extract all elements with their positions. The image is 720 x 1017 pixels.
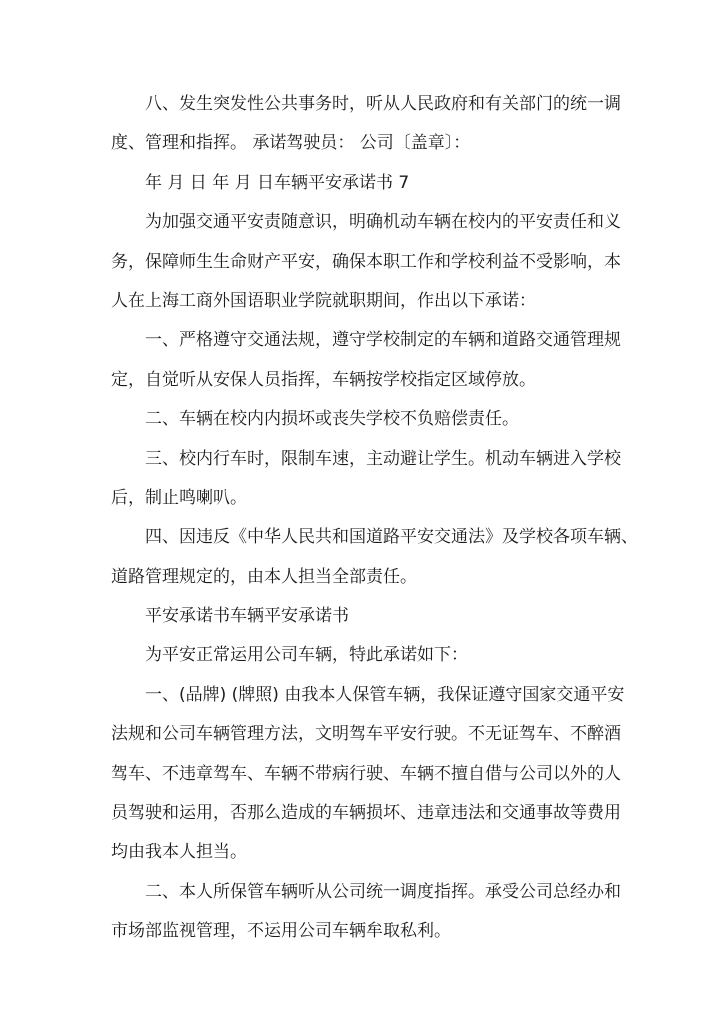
text-line: 三、校内行车时，限制车速，主动避让学生。机动车辆进入学校 bbox=[145, 448, 621, 469]
text-line: 定，自觉听从安保人员指挥，车辆按学校指定区域停放。 bbox=[111, 369, 536, 390]
text-line: 度、管理和指挥。 承诺驾驶员： 公司〔盖章〕： bbox=[111, 133, 471, 154]
text-line: 驾车、不违章驾车、车辆不带病行驶、车辆不擅自借与公司以外的人 bbox=[111, 763, 621, 784]
text-line: 年 月 日 年 月 日车辆平安承诺书 7 bbox=[145, 172, 410, 193]
text-line: 为平安正常运用公司车辆，特此承诺如下： bbox=[145, 645, 468, 666]
text-line: 二、车辆在校内内损坏或丧失学校不负赔偿责任。 bbox=[145, 409, 519, 430]
document-body bbox=[111, 85, 638, 952]
text-line: 市场部监视管理，不运用公司车辆牟取私利。 bbox=[111, 921, 451, 942]
text-line: 二、本人所保管车辆听从公司统一调度指挥。承受公司总经办和 bbox=[145, 881, 621, 902]
text-line: 一、(品牌) (牌照) 由我本人保管车辆，我保证遵守国家交通平安 bbox=[145, 684, 625, 705]
text-line: 四、因违反《中华人民共和国道路平安交通法》及学校各项车辆、 bbox=[145, 527, 638, 548]
text-line: 均由我本人担当。 bbox=[111, 842, 247, 863]
text-line: 人在上海工商外国语职业学院就职期间，作出以下承诺： bbox=[111, 290, 536, 311]
text-line: 后，制止鸣喇叭。 bbox=[111, 487, 247, 508]
text-line: 一、严格遵守交通法规，遵守学校制定的车辆和道路交通管理规 bbox=[145, 330, 621, 351]
text-line: 法规和公司车辆管理方法，文明驾车平安行驶。不无证驾车、不醉酒 bbox=[111, 724, 621, 745]
text-line: 员驾驶和运用，否那么造成的车辆损坏、违章违法和交通事故等费用 bbox=[111, 803, 621, 824]
text-line: 为加强交通平安责随意识，明确机动车辆在校内的平安责任和义 bbox=[145, 212, 621, 233]
text-line: 道路管理规定的，由本人担当全部责任。 bbox=[111, 566, 417, 587]
text-line: 平安承诺书车辆平安承诺书 bbox=[145, 606, 349, 627]
text-line: 务，保障师生生命财产平安，确保本职工作和学校利益不受影响，本 bbox=[111, 251, 621, 272]
text-line: 八、发生突发性公共事务时，听从人民政府和有关部门的统一调 bbox=[145, 94, 621, 114]
